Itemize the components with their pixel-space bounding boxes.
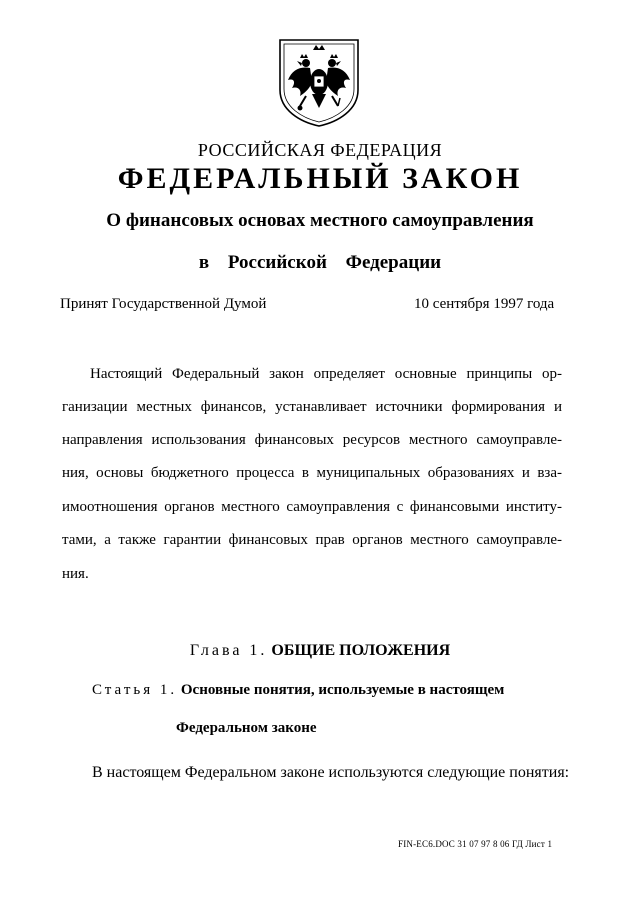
article-title-line-2: Федеральном законе <box>176 720 317 736</box>
preamble-line: ния, основы бюджетного процесса в муниципальных образованиях и вза- <box>62 465 562 481</box>
preamble-line: имоотношения органов местного самоуправления с финансовыми институ- <box>62 499 562 515</box>
preamble-line: направления использования финансовых ресурсов местного самоуправле- <box>62 432 562 448</box>
chapter-heading <box>0 642 640 660</box>
adopted-by: Принят Государственной Думой <box>60 296 267 312</box>
law-title-line-1: О финансовых основах местного самоуправления <box>106 210 534 231</box>
law-title-line-2: в Российской Федерации <box>198 252 442 273</box>
file-reference-footer: FIN-EC6.DOC 31 07 97 8 06 ГД Лист 1 <box>398 839 553 849</box>
chapter-prefix: Глава 1. <box>189 642 268 659</box>
preamble-line: Настоящий Федеральный закон определяет основные принципы ор- <box>90 366 562 382</box>
document-type: ФЕДЕРАЛЬНЫЙ ЗАКОН <box>117 162 523 195</box>
article-prefix: Статья 1. <box>92 682 178 698</box>
article-heading <box>92 682 504 699</box>
chapter-title: ОБЩИЕ ПОЛОЖЕНИЯ <box>271 642 451 659</box>
preamble-line: ния. <box>62 566 89 582</box>
preamble-line: тами, а также гарантии финансовых прав органов местного самоуправле- <box>62 532 562 548</box>
intro-sentence: В настоящем Федеральном законе используются следующие понятия: <box>92 764 570 781</box>
preamble-line: ганизации местных финансов, устанавливает источники формирования и <box>62 399 562 415</box>
coat-of-arms-emblem <box>276 36 362 128</box>
adoption-date: 10 сентября 1997 года <box>414 296 555 312</box>
article-title-line-1: Основные понятия, используемые в настоящем <box>180 682 505 698</box>
country-name: РОССИЙСКАЯ ФЕДЕРАЦИЯ <box>197 140 443 160</box>
